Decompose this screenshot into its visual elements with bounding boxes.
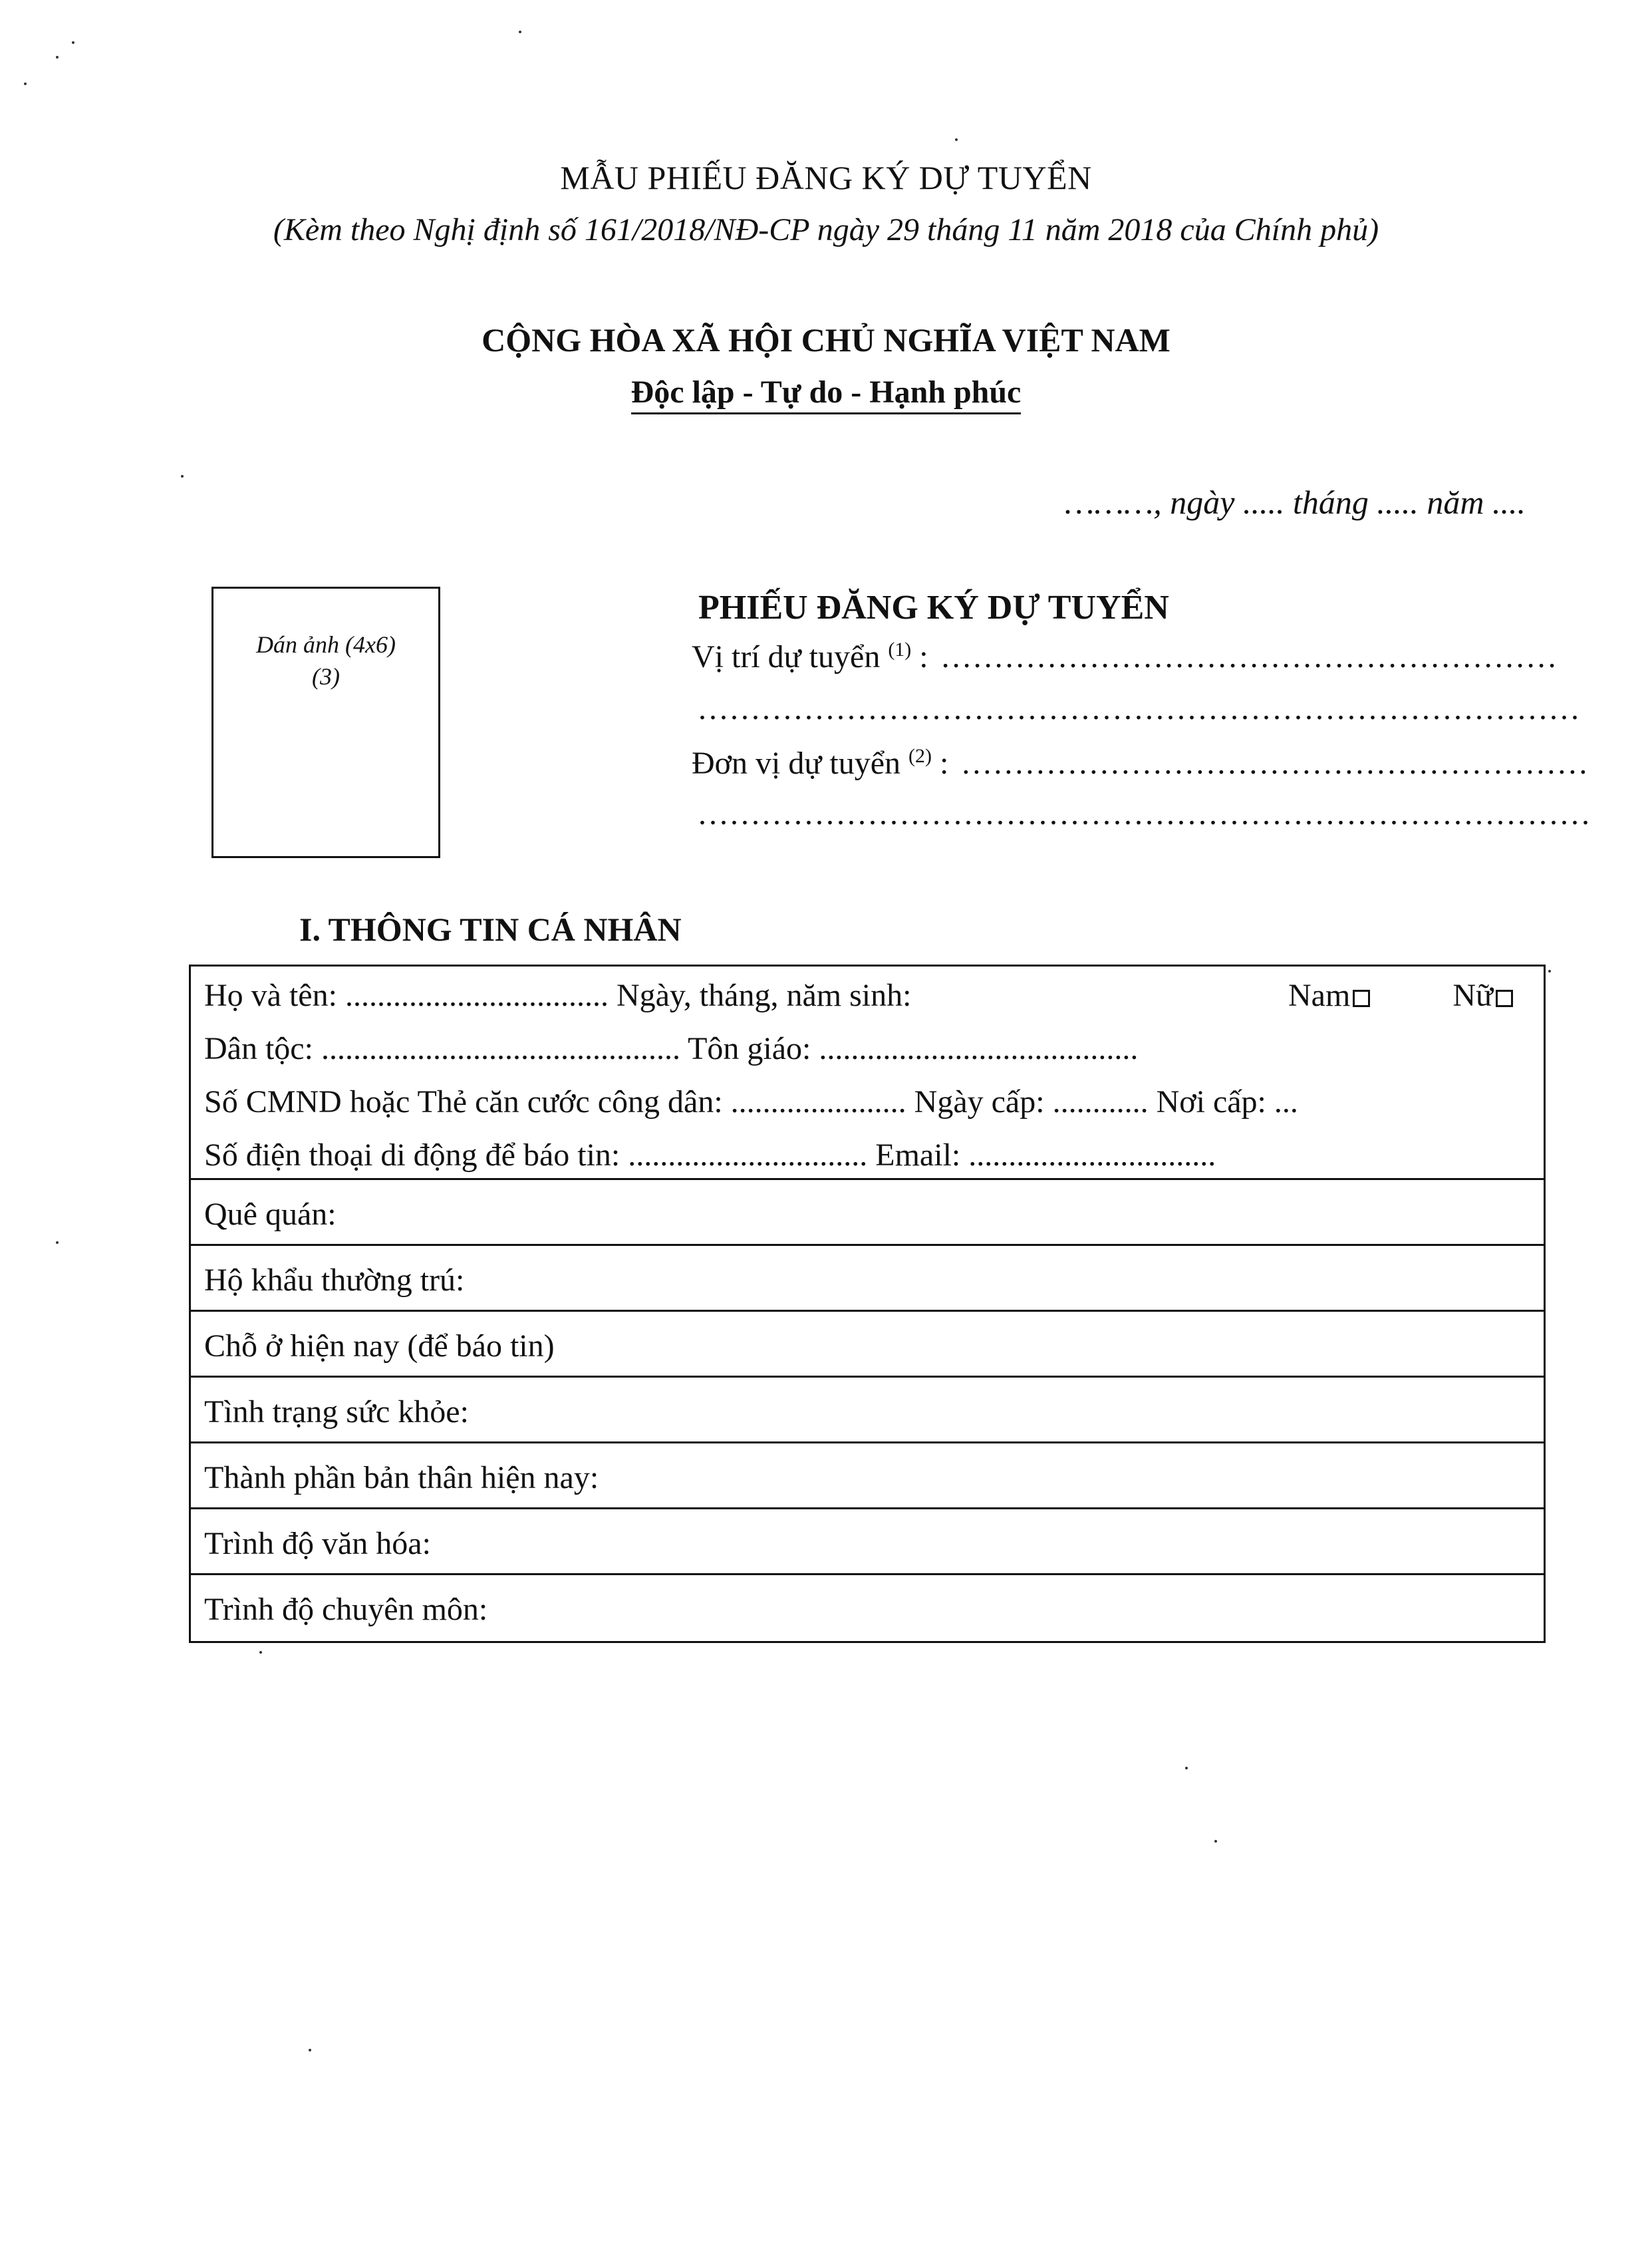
nation-name: CỘNG HÒA XÃ HỘI CHỦ NGHĨA VIỆT NAM	[482, 321, 1170, 359]
position-field[interactable]	[692, 639, 1559, 675]
id-card-line[interactable]: Số CMND hoặc Thẻ căn cước công dân: ...................... Ngày cấp: ............ Nơi cấp: ...	[204, 1084, 1298, 1120]
personal-info-main-row	[191, 967, 1544, 1180]
scan-speck	[56, 1241, 59, 1244]
unit-label: Đơn vị dự tuyển	[692, 746, 901, 781]
professional-level-label: Trình độ chuyên môn:	[204, 1592, 488, 1627]
position-footnote: (1)	[888, 639, 912, 661]
hometown-label: Quê quán:	[204, 1197, 337, 1232]
health-status-label: Tình trạng sức khỏe:	[204, 1394, 469, 1429]
social-status-row[interactable]	[191, 1443, 1544, 1509]
gender-male-label: Nam	[1288, 978, 1351, 1013]
position-field-continued[interactable]	[698, 690, 1582, 727]
form-template-title: MẪU PHIẾU ĐĂNG KÝ DỰ TUYỂN	[560, 159, 1092, 196]
scan-speck	[1185, 1767, 1188, 1769]
photo-label: Dán ảnh (4x6)	[256, 631, 396, 658]
scan-speck	[1548, 970, 1551, 973]
current-address-label: Chỗ ở hiện nay (để báo tin)	[204, 1328, 555, 1364]
unit-dots: : ...........................................................	[940, 746, 1590, 781]
education-level-label: Trình độ văn hóa:	[204, 1526, 431, 1561]
scan-speck	[181, 475, 184, 478]
scan-speck	[24, 82, 27, 85]
decree-reference: (Kèm theo Nghị định số 161/2018/NĐ-CP ngày 29 tháng 11 năm 2018 của Chính phủ)	[273, 212, 1379, 247]
permanent-residence-label: Hộ khẩu thường trú:	[204, 1263, 465, 1298]
social-status-label: Thành phần bản thân hiện nay:	[204, 1460, 599, 1495]
hometown-row[interactable]	[191, 1180, 1544, 1246]
gender-options	[1288, 977, 1513, 1014]
gender-female-label: Nữ	[1452, 978, 1493, 1013]
unit-field[interactable]	[692, 745, 1589, 782]
name-birthdate-text: Họ và tên: ................................. Ngày, tháng, năm sinh:	[204, 978, 912, 1013]
scan-speck	[309, 2049, 311, 2051]
gender-male-checkbox[interactable]	[1353, 990, 1370, 1007]
scan-speck	[259, 1651, 262, 1654]
education-level-row[interactable]	[191, 1509, 1544, 1575]
health-status-row[interactable]	[191, 1378, 1544, 1443]
gender-female-checkbox[interactable]	[1496, 990, 1513, 1007]
name-birthdate-line[interactable]	[204, 977, 911, 1014]
scan-speck	[72, 41, 74, 44]
personal-info-table	[189, 965, 1546, 1643]
unit-footnote: (2)	[908, 745, 932, 767]
motto-container	[0, 374, 1652, 410]
photo-placeholder-box[interactable]	[211, 587, 440, 858]
unit-field-continued[interactable]	[698, 796, 1592, 832]
unit-dots-2: ....................................................................................	[698, 796, 1592, 831]
scan-speck	[56, 56, 59, 59]
position-label: Vị trí dự tuyển	[692, 639, 881, 675]
professional-level-row[interactable]	[191, 1575, 1544, 1641]
position-dots: : ..........................................................	[919, 639, 1559, 675]
phone-email-line[interactable]: Số điện thoại di động để báo tin: .............................. Email: ...............................	[204, 1137, 1216, 1173]
section-personal-info-title: I. THÔNG TIN CÁ NHÂN	[299, 911, 682, 948]
national-motto: Độc lập - Tự do - Hạnh phúc	[631, 375, 1022, 414]
date-line: ………, ngày ..... tháng ..... năm ....	[1064, 484, 1526, 521]
photo-note: (3)	[312, 663, 340, 690]
scan-speck	[955, 138, 958, 141]
position-dots-2: ...................................................................................	[698, 691, 1582, 726]
ethnicity-religion-line[interactable]: Dân tộc: ............................................. Tôn giáo: ........................................	[204, 1031, 1139, 1066]
registration-title: PHIẾU ĐĂNG KÝ DỰ TUYỂN	[698, 589, 1169, 627]
scan-speck	[1214, 1840, 1217, 1843]
scan-speck	[519, 31, 521, 33]
current-address-row[interactable]	[191, 1312, 1544, 1378]
permanent-residence-row[interactable]	[191, 1246, 1544, 1312]
